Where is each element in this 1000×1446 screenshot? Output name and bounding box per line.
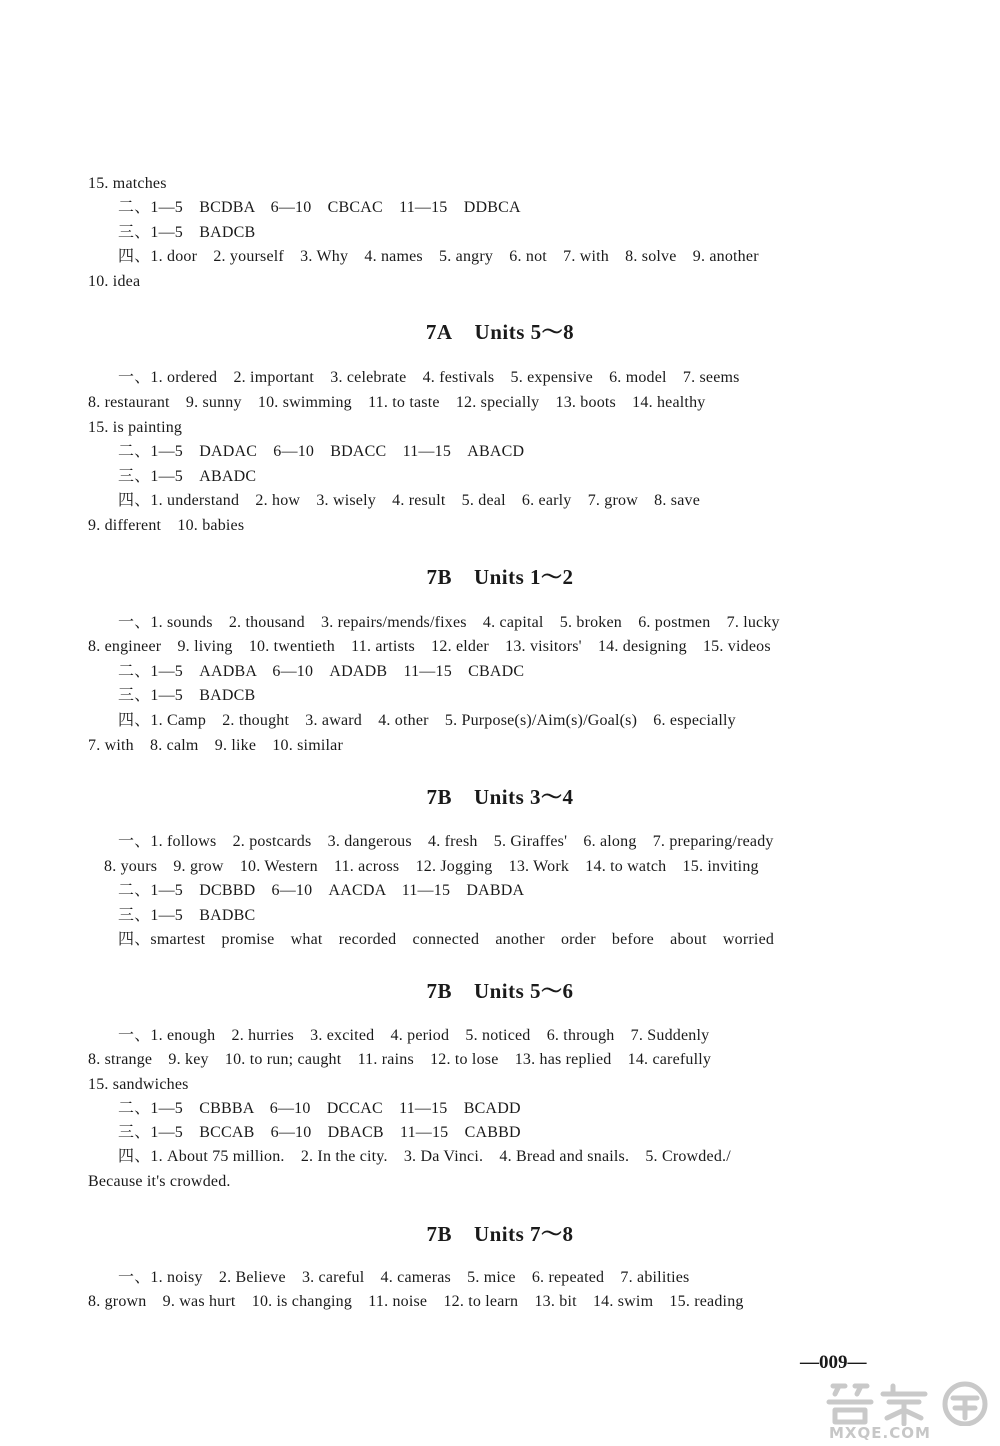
section-grade: 7B: [426, 979, 452, 1003]
answer-line: 四、1. door 2. yourself 3. Why 4. names 5. angry 6. not 7. with 8. solve 9. another: [118, 248, 759, 265]
section-grade: 7B: [426, 565, 452, 589]
answer-line: 四、1. understand 2. how 3. wisely 4. result 5. deal 6. early 7. grow 8. save: [118, 492, 701, 509]
answer-line: 三、1—5 BADCB: [118, 687, 256, 704]
page-number: —009—: [800, 1352, 867, 1373]
answer-line: 10. idea: [88, 273, 141, 290]
answer-line: 15. is painting: [88, 419, 183, 436]
answer-line: 二、1—5 DCBBD 6—10 AACDA 11—15 DABDA: [118, 882, 525, 899]
answer-line: 一、1. follows 2. postcards 3. dangerous 4. fresh 5. Giraffes' 6. along 7. preparing/ready: [118, 833, 774, 850]
answer-line: 二、1—5 DADAC 6—10 BDACC 11—15 ABACD: [118, 443, 525, 460]
answer-line: 三、1—5 BCCAB 6—10 DBACB 11—15 CABBD: [118, 1124, 521, 1141]
answer-line: 一、1. enough 2. hurries 3. excited 4. period 5. noticed 6. through 7. Suddenly: [118, 1027, 710, 1044]
section-heading: [0, 975, 1000, 1005]
answer-line: 一、1. sounds 2. thousand 3. repairs/mends/fixes 4. capital 5. broken 6. postmen 7. lucky: [118, 614, 780, 631]
answer-line: 二、1—5 CBBBA 6—10 DCCAC 11—15 BCADD: [118, 1100, 521, 1117]
section-units: Units 3～4: [473, 785, 574, 809]
watermark-logo: [815, 1380, 995, 1442]
answer-line: 15. matches: [88, 175, 167, 192]
section-heading: [0, 561, 1000, 591]
answer-line: 一、1. ordered 2. important 3. celebrate 4. festivals 5. expensive 6. model 7. seems: [118, 369, 740, 386]
watermark-url: MXQE.COM: [829, 1424, 931, 1442]
answer-line: Because it's crowded.: [88, 1173, 231, 1190]
answer-line: 四、smartest promise what recorded connected another order before about worried: [118, 931, 775, 948]
answer-line: 8. yours 9. grow 10. Western 11. across 12. Jogging 13. Work 14. to watch 15. inviting: [104, 858, 759, 875]
section-heading: [0, 316, 1000, 346]
answer-line: 三、1—5 BADBC: [118, 907, 256, 924]
answer-line: 15. sandwiches: [88, 1076, 189, 1093]
answer-line: 二、1—5 AADBA 6—10 ADADB 11—15 CBADC: [118, 663, 525, 680]
answer-line: 四、1. About 75 million. 2. In the city. 3. Da Vinci. 4. Bread and snails. 5. Crowded./: [118, 1148, 731, 1165]
section-units: Units 1～2: [473, 565, 574, 589]
answer-line: 一、1. noisy 2. Believe 3. careful 4. cameras 5. mice 6. repeated 7. abilities: [118, 1269, 690, 1286]
answer-line: 7. with 8. calm 9. like 10. similar: [88, 737, 343, 754]
answer-line: 三、1—5 ABADC: [118, 468, 257, 485]
answer-line: 四、1. Camp 2. thought 3. award 4. other 5. Purpose(s)/Aim(s)/Goal(s) 6. especially: [118, 712, 736, 729]
section-grade: 7B: [426, 1222, 452, 1246]
section-units: Units 5～8: [474, 320, 575, 344]
answer-line: 二、1—5 BCDBA 6—10 CBCAC 11—15 DDBCA: [118, 199, 521, 216]
answer-line: 三、1—5 BADCB: [118, 224, 256, 241]
section-grade: 7B: [426, 785, 452, 809]
section-units: Units 5～6: [473, 979, 574, 1003]
section-heading: [0, 781, 1000, 811]
section-heading: [0, 1218, 1000, 1248]
section-grade: 7A: [425, 320, 453, 344]
answer-line: 9. different 10. babies: [88, 517, 245, 534]
answer-line: 8. engineer 9. living 10. twentieth 11. artists 12. elder 13. visitors' 14. designing 15. videos: [88, 638, 771, 655]
answer-line: 8. strange 9. key 10. to run; caught 11. rains 12. to lose 13. has replied 14. carefully: [88, 1051, 712, 1068]
section-units: Units 7～8: [473, 1222, 574, 1246]
watermark-glyphs-icon: [815, 1380, 995, 1426]
answer-line: 8. grown 9. was hurt 10. is changing 11. noise 12. to learn 13. bit 14. swim 15. reading: [88, 1293, 744, 1310]
answer-line: 8. restaurant 9. sunny 10. swimming 11. to taste 12. specially 13. boots 14. healthy: [88, 394, 706, 411]
